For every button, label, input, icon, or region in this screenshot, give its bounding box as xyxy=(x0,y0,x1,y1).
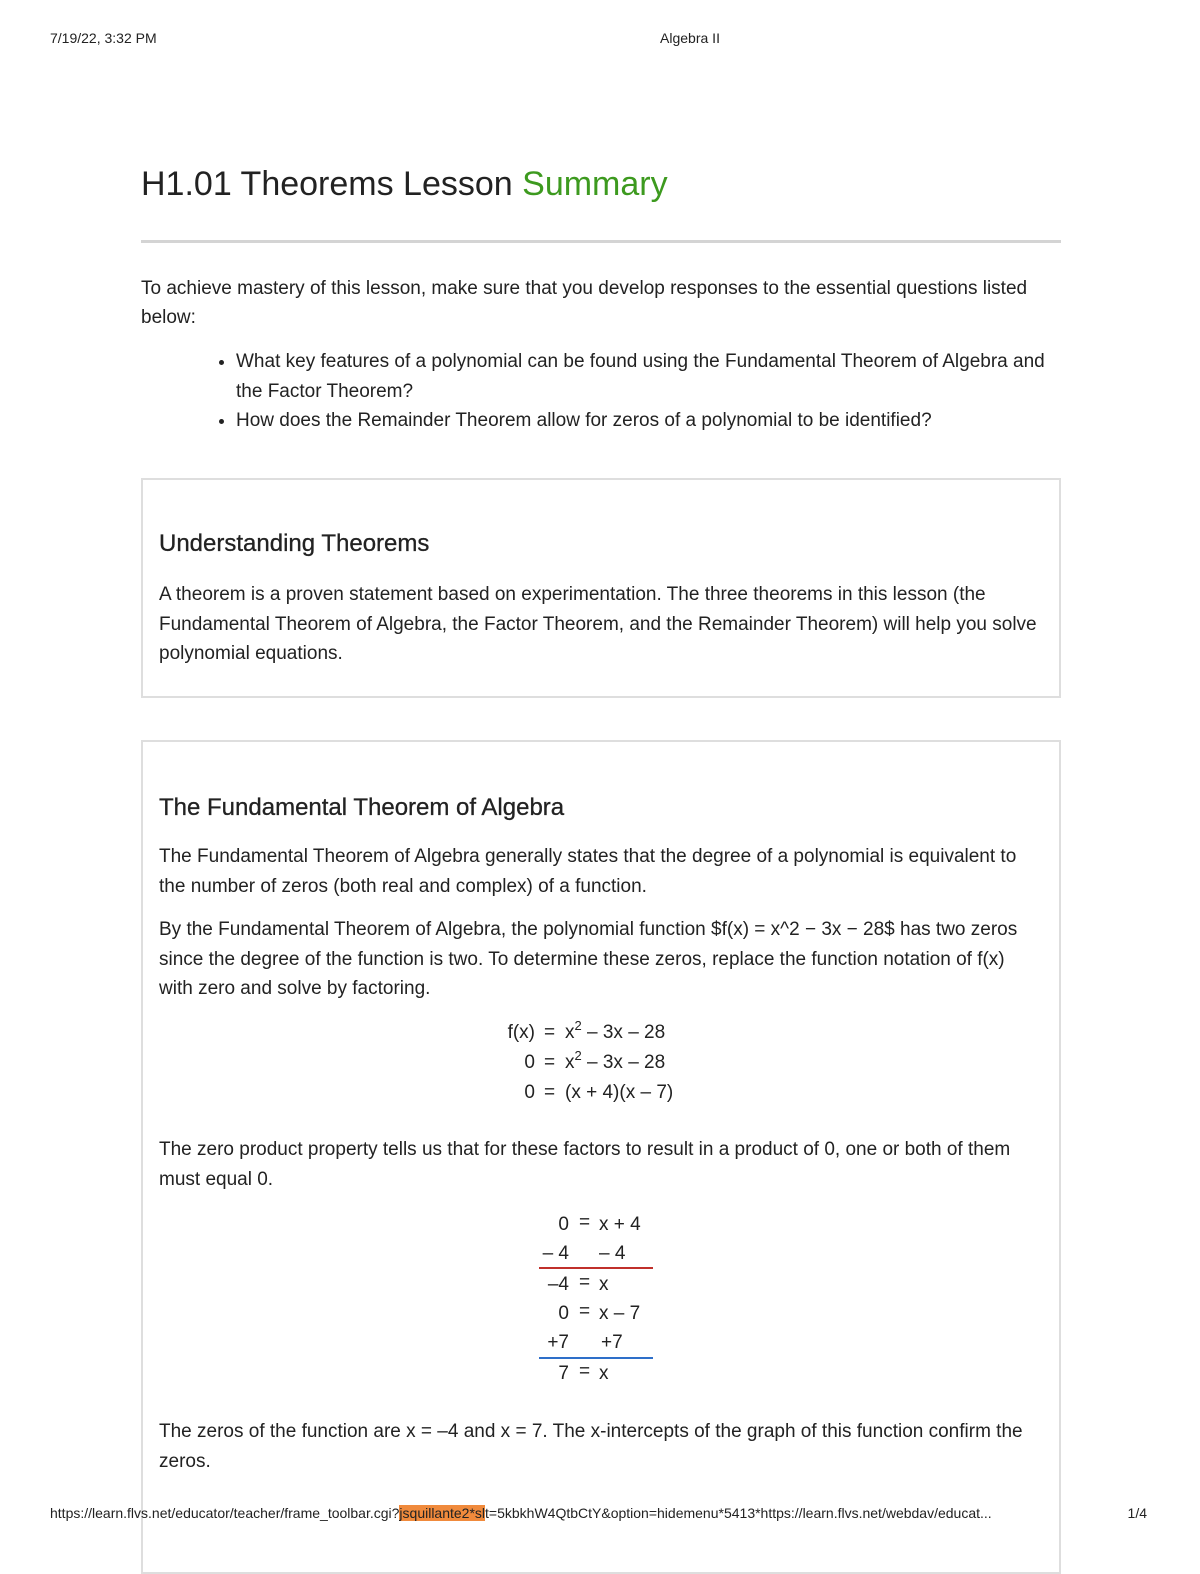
step-sign: = xyxy=(579,1361,591,1382)
print-date: 7/19/22, 3:32 PM xyxy=(50,30,157,46)
print-title: Algebra II xyxy=(660,30,720,46)
step-sign: = xyxy=(579,1272,591,1293)
intro-text: To achieve mastery of this lesson, make sure that you develop responses to the essential questions listed below: xyxy=(141,278,1028,328)
step-sign: = xyxy=(579,1301,591,1322)
title-divider xyxy=(141,240,1061,243)
section-heading: The Fundamental Theorem of Algebra xyxy=(159,794,565,821)
essential-questions-list xyxy=(141,347,1061,436)
equation-right: $x^2 - 3x - 28$ xyxy=(565,1048,666,1073)
equation-right: (x + 4)(x – 7) xyxy=(565,1082,674,1103)
subtraction-line xyxy=(539,1267,653,1269)
title-accent: Summary xyxy=(522,165,668,203)
page-number: 1/4 xyxy=(1127,1505,1147,1521)
equation-right: $x^2 - 3x - 28$ xyxy=(565,1018,666,1043)
step-right: x xyxy=(599,1363,609,1384)
step-sign: = xyxy=(579,1212,591,1233)
definition-paragraph: The Fundamental Theorem of Algebra generally states that the degree of a polynomial is equivalent to the number of zeros (both real and complex) of a function. xyxy=(159,846,1017,897)
equation-sign: = xyxy=(544,1082,556,1103)
step-right: x xyxy=(599,1274,609,1295)
step-left: 7 xyxy=(558,1363,569,1384)
equation-sign: = xyxy=(544,1022,556,1043)
intro-section xyxy=(141,274,1061,436)
section-body: A theorem is a proven statement based on experimentation. The three theorems in this lesson (the Fundamental Theorem of Algebra, the Factor Theorem, and the Remainder Theorem) will help you solve polynomial equations. xyxy=(159,584,1037,664)
step-left: 0 xyxy=(558,1214,569,1235)
step-left: 0 xyxy=(558,1303,569,1324)
zero-product-paragraph: The zero product property tells us that for these factors to result in a product of 0, one or both of them must equal 0. xyxy=(159,1139,1011,1190)
title-main: H1.01 Theorems Lesson xyxy=(141,165,523,203)
print-header xyxy=(0,30,1200,50)
list-item: • What key features of a polynomial can be found using the Fundamental Theorem of Algebra and the Factor Theorem? xyxy=(236,347,1061,406)
page-url: https://learn.flvs.net/educator/teacher/frame_toolbar.cgi?jsquillante2*slt=5kbkhW4QtbCtY&option=hidemenu*5413*https://learn.flvs.net/webdav/educat... xyxy=(50,1505,992,1521)
page-title xyxy=(141,165,668,204)
list-item: • How does the Remainder Theorem allow for zeros of a polynomial to be identified? xyxy=(236,406,1061,436)
step-right: +7 xyxy=(601,1332,623,1353)
step-right: x – 7 xyxy=(599,1303,641,1324)
url-highlight: jsquillante2*sl xyxy=(399,1505,486,1521)
fundamental-theorem-card: The Fundamental Theorem of Algebra The Fundamental Theorem of Algebra generally states that the degree of a polynomial is equivalent to the number of zeros (both real and complex) of a function. By the Fundamental Theorem of Algebra, the polynomial function $f(x) = x^2 − 3x − 28$ has two zeros since the degree of the function is two. To determine these zeros, replace the function notation of f(x) with zero and solve by factoring. f(x) = $x^2 - 3x - 28$ 0 = $x^2 - 3x - 28$ 0 = (x + 4)(x – 7) The zero product property tells us that for these factors to result in a product of 0, one or both of them must equal 0. 0 = x + 4 – 4 – 4 –4 = x 0 = x – 7 +7 +7 7 = x The zeros of the function are x = –4 and x = 7. The x-intercepts of the graph of this function confirm the zeros. xyxy=(141,740,1061,1574)
step-left: –4 xyxy=(547,1274,569,1295)
equation-sign: = xyxy=(544,1052,556,1073)
step-right: x + 4 xyxy=(599,1214,641,1235)
step-right: – 4 xyxy=(599,1243,626,1264)
step-left: +7 xyxy=(547,1332,569,1353)
understanding-theorems-card xyxy=(141,478,1061,698)
section-heading: Understanding Theorems xyxy=(159,530,430,557)
zeros-conclusion-paragraph: The zeros of the function are x = –4 and x = 7. The x-intercepts of the graph of this function confirm the zeros. xyxy=(159,1421,1023,1472)
step-left: – 4 xyxy=(542,1243,569,1264)
example-paragraph: By the Fundamental Theorem of Algebra, the polynomial function $f(x) = x^2 − 3x − 28$ has two zeros since the degree of the function is two. To determine these zeros, replace the function notation of f(x) with zero and solve by factoring. xyxy=(159,919,1018,999)
